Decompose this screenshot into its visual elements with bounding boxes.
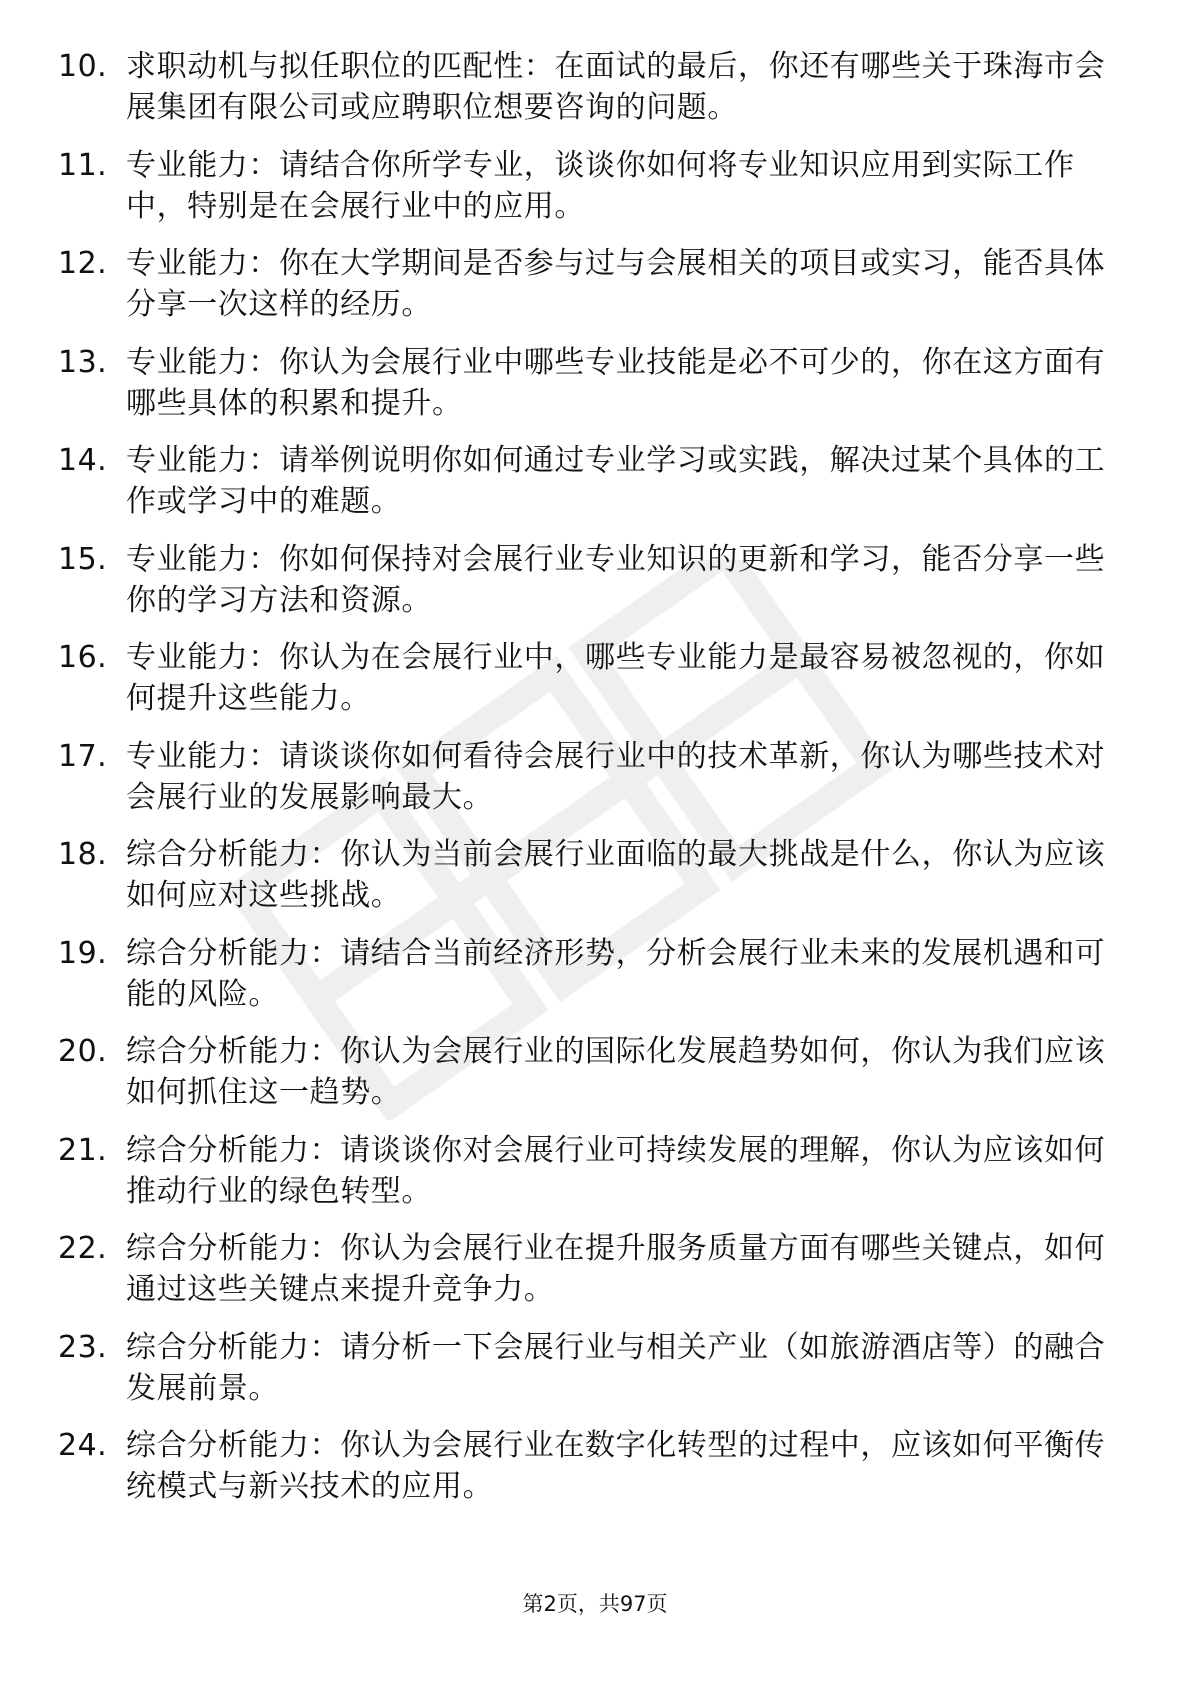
- list-item: [58, 1228, 1128, 1327]
- question-list: [58, 46, 1128, 1524]
- question-text: 综合分析能力：请谈谈你对会展行业可持续发展的理解，你认为应该如何推动行业的绿色转型。: [126, 1132, 1106, 1209]
- question-text: 求职动机与拟任职位的匹配性：在面试的最后，你还有哪些关于珠海市会展集团有限公司或应聘职位想要咨询的问题。: [126, 49, 1106, 125]
- question-text: 综合分析能力：你认为会展行业在数字化转型的过程中，应该如何平衡传统模式与新兴技术的应用。: [126, 1428, 1106, 1504]
- list-item: [58, 1327, 1128, 1426]
- list-item: [58, 46, 1128, 145]
- question-number: 22.: [58, 1231, 108, 1266]
- question-number: 24.: [58, 1428, 108, 1463]
- question-number: 21.: [58, 1132, 108, 1168]
- list-item: [58, 1031, 1128, 1130]
- question-text: 专业能力：你如何保持对会展行业专业知识的更新和学习，能否分享一些你的学习方法和资源。: [126, 541, 1106, 618]
- list-item: [58, 637, 1128, 736]
- list-item: [58, 243, 1128, 342]
- list-item: [58, 342, 1128, 441]
- list-item: [58, 539, 1128, 638]
- question-text: 综合分析能力：你认为会展行业在提升服务质量方面有哪些关键点，如何通过这些关键点来提升竞争力。: [126, 1231, 1106, 1307]
- question-text: 专业能力：请谈谈你如何看待会展行业中的技术革新，你认为哪些技术对会展行业的发展影响最大。: [126, 738, 1106, 815]
- question-text: 综合分析能力：请分析一下会展行业与相关产业（如旅游酒店等）的融合发展前景。: [126, 1329, 1106, 1406]
- question-number: 23.: [58, 1329, 108, 1365]
- question-number: 13.: [58, 344, 108, 380]
- question-text: 专业能力：你认为会展行业中哪些专业技能是必不可少的，你在这方面有哪些具体的积累和提升。: [126, 344, 1106, 421]
- question-number: 10.: [58, 49, 108, 84]
- list-item: [58, 933, 1128, 1032]
- list-item: [58, 834, 1128, 933]
- question-number: 17.: [58, 738, 108, 774]
- page-footer: 第2页，共97页: [522, 1592, 668, 1616]
- question-number: 20.: [58, 1034, 108, 1069]
- question-number: 12.: [58, 246, 108, 281]
- question-number: 14.: [58, 443, 108, 478]
- list-item: [58, 145, 1128, 244]
- list-item: [58, 1130, 1128, 1229]
- question-number: 11.: [58, 147, 108, 183]
- question-number: 16.: [58, 640, 108, 675]
- question-text: 综合分析能力：请结合当前经济形势，分析会展行业未来的发展机遇和可能的风险。: [126, 935, 1106, 1012]
- question-number: 19.: [58, 935, 108, 971]
- question-text: 专业能力：请结合你所学专业，谈谈你如何将专业知识应用到实际工作中，特别是在会展行业中的应用。: [126, 147, 1075, 224]
- question-number: 18.: [58, 837, 108, 872]
- question-text: 专业能力：你在大学期间是否参与过与会展相关的项目或实习，能否具体分享一次这样的经历。: [126, 246, 1106, 322]
- question-text: 专业能力：你认为在会展行业中，哪些专业能力是最容易被忽视的，你如何提升这些能力。: [126, 640, 1106, 716]
- list-item: [58, 1425, 1128, 1524]
- list-item: [58, 736, 1128, 835]
- question-number: 15.: [58, 541, 108, 577]
- list-item: [58, 440, 1128, 539]
- question-text: 综合分析能力：你认为当前会展行业面临的最大挑战是什么，你认为应该如何应对这些挑战。: [126, 837, 1106, 913]
- question-text: 专业能力：请举例说明你如何通过专业学习或实践，解决过某个具体的工作或学习中的难题。: [126, 443, 1106, 519]
- question-text: 综合分析能力：你认为会展行业的国际化发展趋势如何，你认为我们应该如何抓住这一趋势。: [126, 1034, 1106, 1110]
